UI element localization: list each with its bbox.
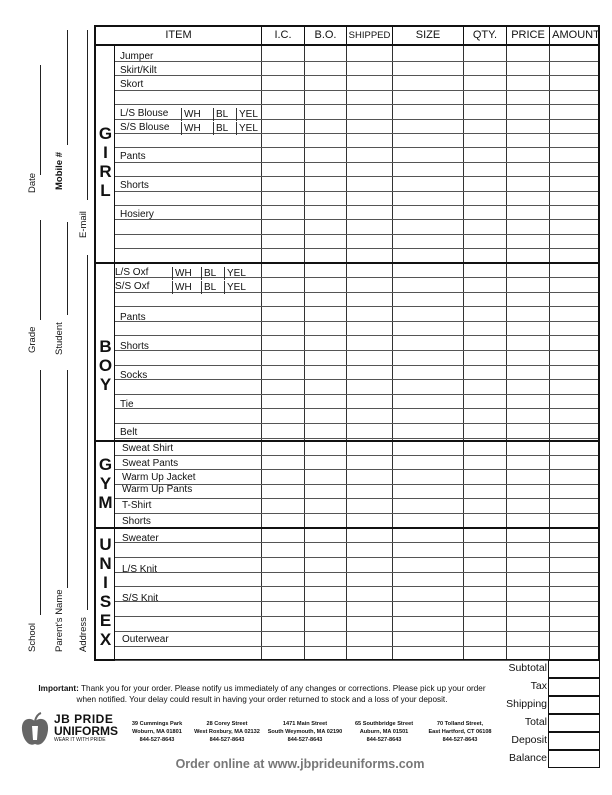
row-line [115, 498, 598, 499]
table-header [96, 27, 598, 46]
row-line [115, 408, 598, 409]
store-auburn: 65 Southbridge Street Auburn, MA 01501 844-527-8643 [354, 721, 414, 743]
color-bl[interactable]: BL [213, 122, 236, 135]
color-yel[interactable]: YEL [236, 108, 261, 121]
row-line [115, 646, 598, 647]
order-online-link[interactable]: Order online at www.jbprideuniforms.com [175, 757, 425, 771]
jb-pride-logo [20, 712, 120, 748]
header-size: SIZE [392, 27, 463, 44]
item-warm-up-jacket: Warm Up Jacket [122, 472, 196, 483]
balance-label: Balance [509, 752, 547, 764]
row-line [115, 423, 598, 424]
row-line [115, 104, 598, 105]
email-label: E-mail [78, 211, 89, 238]
item-ss-blouse: S/S Blouse [120, 122, 170, 133]
mobile-label: Mobile # [54, 151, 65, 190]
subtotal-row [500, 660, 600, 678]
header-price: PRICE [506, 27, 549, 44]
item-ls-oxf: L/S Oxf [115, 267, 149, 278]
item-jumper: Jumper [120, 51, 154, 62]
row-line [115, 513, 598, 514]
item-ss-knit: S/S Knit [122, 593, 159, 604]
item-skirt-kilt: Skirt/Kilt [120, 65, 157, 76]
row-line [115, 455, 598, 456]
color-yel[interactable]: YEL [236, 122, 261, 135]
color-bl[interactable]: BL [201, 281, 224, 294]
row-line [115, 321, 598, 322]
logo-line1: JB PRIDE [54, 712, 114, 726]
color-wh[interactable]: WH [172, 267, 201, 280]
row-line [115, 219, 598, 220]
row-line [115, 248, 598, 249]
deposit-row [500, 732, 600, 750]
item-ls-knit: L/S Knit [122, 564, 158, 575]
tax-field[interactable] [548, 678, 600, 696]
color-yel[interactable]: YEL [224, 267, 261, 280]
order-form-table [94, 25, 600, 661]
item-t-shirt: T-Shirt [122, 500, 152, 511]
col-line [463, 46, 464, 659]
date-line[interactable] [40, 65, 41, 175]
apple-icon [20, 712, 50, 748]
item-hosiery: Hosiery [120, 209, 154, 220]
item-boy-pants: Pants [120, 312, 146, 323]
row-line [115, 438, 598, 439]
row-line [115, 176, 598, 177]
col-line [346, 46, 347, 659]
color-wh[interactable]: WH [181, 122, 213, 135]
header-ic: I.C. [261, 27, 304, 44]
total-field[interactable] [548, 714, 600, 732]
girl-section-label: G I R L [98, 124, 113, 200]
store-woburn: 39 Cummings Park Woburn, MA 01801 844-527-8643 [131, 721, 183, 743]
parents-name-label: Parent's Name [54, 589, 65, 652]
item-tie: Tie [120, 399, 134, 410]
customer-info-column [0, 0, 94, 660]
logo-line2: UNIFORMS [54, 724, 118, 738]
header-bo: B.O. [304, 27, 346, 44]
col-line [549, 46, 550, 659]
row-line [115, 586, 598, 587]
row-line [115, 335, 598, 336]
boy-section-label: B O Y [98, 337, 113, 394]
col-line [392, 46, 393, 659]
total-label: Total [524, 716, 547, 728]
row-line [115, 306, 598, 307]
row-line [115, 469, 598, 470]
item-gym-shorts: Shorts [122, 516, 151, 527]
email-line[interactable] [87, 30, 88, 200]
row-line [115, 61, 598, 62]
grade-label: Grade [27, 326, 38, 353]
shipping-field[interactable] [548, 696, 600, 714]
row-line [115, 631, 598, 632]
item-sweat-shirt: Sweat Shirt [122, 443, 174, 454]
mobile-line[interactable] [67, 30, 68, 145]
store-south-weymouth: 1471 Main Street South Weymouth, MA 02190 844-527-8643 [267, 721, 343, 743]
subtotal-label: Subtotal [508, 662, 547, 674]
important-note [32, 683, 492, 705]
school-line[interactable] [40, 370, 41, 615]
item-ls-blouse: L/S Blouse [120, 108, 169, 119]
row-line [115, 572, 598, 573]
grade-line[interactable] [40, 220, 41, 320]
item-sweater: Sweater [122, 533, 159, 544]
item-pants: Pants [120, 151, 146, 162]
shipping-row [500, 696, 600, 714]
row-line [115, 557, 598, 558]
header-amount: AMOUNT [549, 27, 602, 44]
item-sweat-pants: Sweat Pants [122, 458, 179, 469]
header-item: ITEM [165, 29, 192, 41]
parents-name-line[interactable] [67, 370, 68, 588]
color-yel[interactable]: YEL [224, 281, 261, 294]
tax-label: Tax [530, 680, 547, 692]
deposit-label: Deposit [511, 734, 547, 746]
address-line[interactable] [87, 255, 88, 610]
shipping-label: Shipping [506, 698, 547, 710]
color-bl[interactable]: BL [201, 267, 224, 280]
row-line [115, 542, 598, 543]
item-ss-oxf: S/S Oxf [115, 281, 150, 292]
unisex-section-label: U N I S E X [99, 535, 112, 649]
row-line [115, 616, 598, 617]
item-socks: Socks [120, 370, 148, 381]
item-skort: Skort [120, 79, 144, 90]
section-divider [96, 440, 598, 442]
item-warm-up-pants: Warm Up Pants [122, 484, 193, 495]
col-line [506, 46, 507, 659]
school-label: School [27, 622, 38, 652]
color-wh[interactable]: WH [181, 108, 213, 121]
address-label: Address [78, 617, 89, 652]
date-label: Date [27, 172, 38, 193]
total-row [500, 714, 600, 732]
row-line [115, 75, 598, 76]
tax-row [500, 678, 600, 696]
row-line [115, 162, 598, 163]
store-east-hartford: 70 Tolland Street, East Hartford, CT 06108 844-527-8643 [428, 721, 492, 743]
important-text: Thank you for your order. Please notify us immediately of any changes or corrections. Please pick up your order when notified. Your delay could result in having your order returned to stock and a loss of your deposit. [76, 684, 486, 704]
item-outerwear: Outerwear [122, 634, 169, 645]
row-line [115, 205, 598, 206]
row-line [115, 394, 598, 395]
row-line [115, 601, 598, 602]
row-line [115, 379, 598, 380]
header-qty: QTY. [463, 27, 506, 44]
section-divider [96, 262, 598, 264]
item-shorts: Shorts [120, 180, 149, 191]
row-line [115, 90, 598, 91]
student-line[interactable] [67, 222, 68, 315]
row-line [115, 147, 598, 148]
section-divider [96, 527, 598, 529]
item-boy-shorts: Shorts [120, 341, 149, 352]
header-shipped: SHIPPED [346, 27, 392, 44]
student-label: Student [54, 322, 65, 355]
row-line [115, 350, 598, 351]
row-line [115, 234, 598, 235]
subtotal-field[interactable] [548, 660, 600, 678]
store-west-roxbury: 28 Corey Street West Roxbury, MA 02132 844-527-8643 [194, 721, 260, 743]
row-line [115, 191, 598, 192]
gym-section-label: G Y M [98, 455, 113, 512]
col-line [304, 46, 305, 659]
logo-tagline: WEAR IT WITH PRIDE [54, 737, 106, 743]
col-line [261, 46, 262, 659]
item-belt: Belt [120, 427, 138, 438]
color-bl[interactable]: BL [213, 108, 236, 121]
deposit-field[interactable] [548, 732, 600, 750]
row-line [115, 365, 598, 366]
color-wh[interactable]: WH [172, 281, 201, 294]
important-label: Important: [38, 684, 79, 693]
